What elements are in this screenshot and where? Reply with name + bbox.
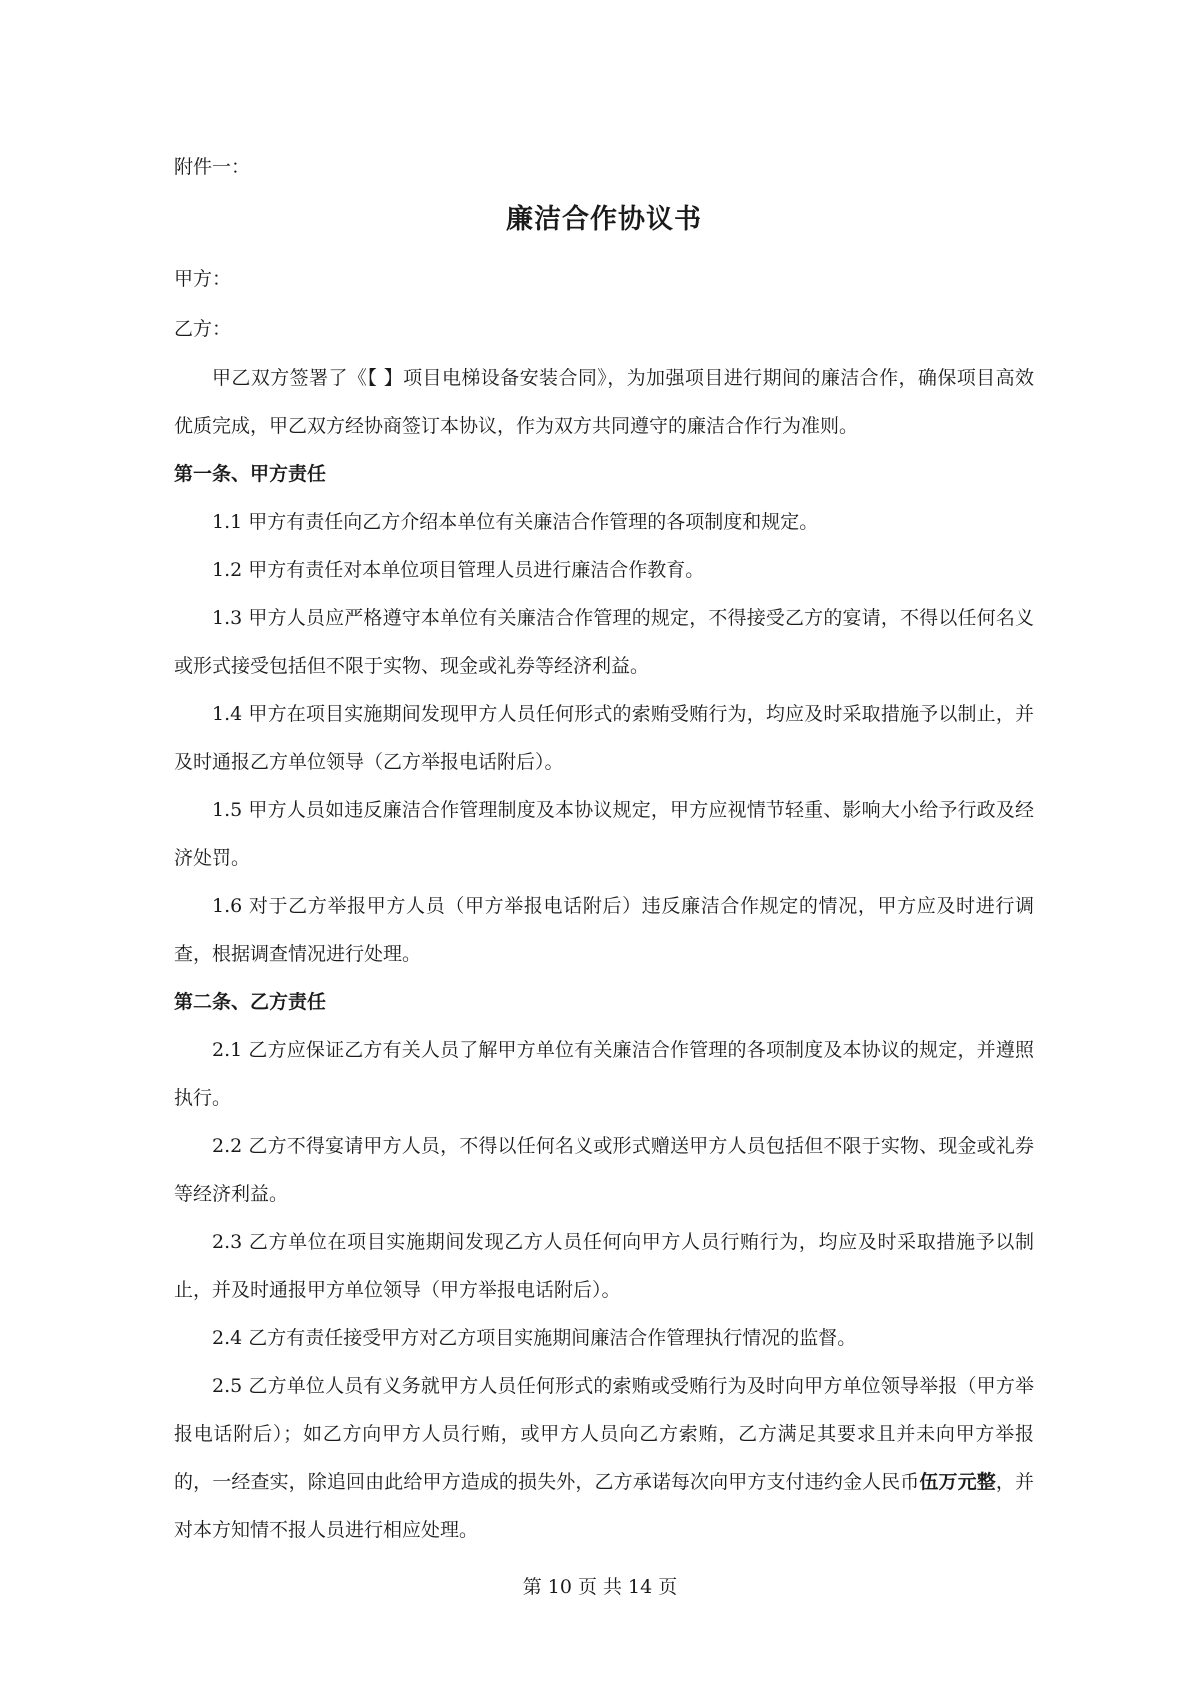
- clause-2-5: [174, 1362, 1034, 1554]
- clause-1-6: 1.6 对于乙方举报甲方人员（甲方举报电话附后）违反廉洁合作规定的情况，甲方应及时进行调查，根据调查情况进行处理。: [174, 895, 1034, 965]
- document-body: [174, 152, 1034, 1554]
- clause-1-5: 1.5 甲方人员如违反廉洁合作管理制度及本协议规定，甲方应视情节轻重、影响大小给予行政及经济处罚。: [174, 799, 1034, 869]
- section-2-heading: 第二条、乙方责任: [174, 991, 327, 1013]
- clause-2-2: 2.2 乙方不得宴请甲方人员，不得以任何名义或形式赠送甲方人员包括但不限于实物、现金或礼券等经济利益。: [174, 1135, 1034, 1205]
- party-a-label: 甲方：: [174, 268, 232, 290]
- clause-2-5-text-before: 2.5 乙方单位人员有义务就甲方人员任何形式的索贿或受贿行为及时向甲方单位领导举报（甲方举报电话附后）；如乙方向甲方人员行贿，或甲方人员向乙方索贿，乙方满足其要求且并未向甲方举报的，一经查实，除追回由此给甲方造成的损失外，乙方承诺每次向甲方支付违约金人民币: [174, 1375, 1034, 1493]
- attachment-label: 附件一：: [174, 156, 251, 178]
- clause-2-1: 2.1 乙方应保证乙方有关人员了解甲方单位有关廉洁合作管理的各项制度及本协议的规定，并遵照执行。: [174, 1039, 1034, 1109]
- party-b-label: 乙方：: [174, 318, 232, 340]
- page-number-footer: 第 10 页 共 14 页: [522, 1576, 678, 1598]
- clause-1-3: 1.3 甲方人员应严格遵守本单位有关廉洁合作管理的规定，不得接受乙方的宴请，不得以任何名义或形式接受包括但不限于实物、现金或礼券等经济利益。: [174, 607, 1034, 677]
- document-title: 廉洁合作协议书: [506, 204, 702, 235]
- clause-2-5-text-after: ，并对本方知情不报人员进行相应处理。: [174, 1471, 1034, 1541]
- section-1-heading: 第一条、甲方责任: [174, 463, 327, 485]
- clause-1-2: 1.2 甲方有责任对本单位项目管理人员进行廉洁合作教育。: [212, 559, 705, 581]
- clause-2-3: 2.3 乙方单位在项目实施期间发现乙方人员任何向甲方人员行贿行为，均应及时采取措施予以制止，并及时通报甲方单位领导（甲方举报电话附后）。: [174, 1231, 1034, 1301]
- clause-2-4: 2.4 乙方有责任接受甲方对乙方项目实施期间廉洁合作管理执行情况的监督。: [212, 1327, 857, 1349]
- penalty-amount: 伍万元整: [919, 1471, 996, 1493]
- intro-paragraph: 甲乙双方签署了《【 】项目电梯设备安装合同》，为加强项目进行期间的廉洁合作，确保项目高效优质完成，甲乙双方经协商签订本协议，作为双方共同遵守的廉洁合作行为准则。: [174, 367, 1034, 437]
- clause-1-4: 1.4 甲方在项目实施期间发现甲方人员任何形式的索贿受贿行为，均应及时采取措施予以制止，并及时通报乙方单位领导（乙方举报电话附后）。: [174, 703, 1034, 773]
- clause-1-1: 1.1 甲方有责任向乙方介绍本单位有关廉洁合作管理的各项制度和规定。: [212, 511, 819, 533]
